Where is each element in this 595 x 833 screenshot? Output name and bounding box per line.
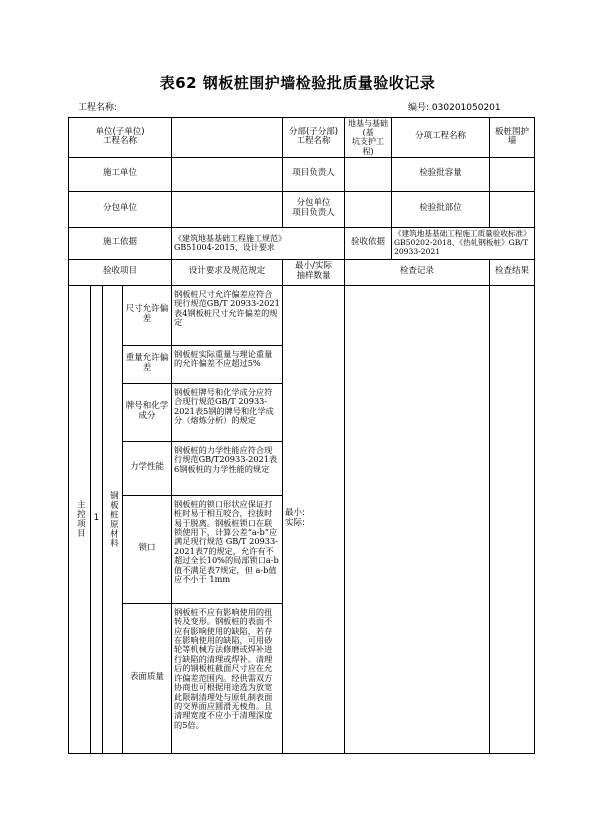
batch-capacity-label: 检验批容量 bbox=[392, 157, 490, 191]
item-name: 锁口 bbox=[123, 495, 172, 603]
col-record-header: 检查记录 bbox=[345, 259, 490, 285]
main-control-group bbox=[69, 285, 91, 753]
item-requirement: 钢板桩牌号和化学成分应符合现行规范GB/T 20933-2021表5钢的牌号和化学成分（熔炼分析）的规定 bbox=[172, 383, 283, 441]
division-name-value: 地基与基础(基 坑支护工程) bbox=[345, 118, 392, 158]
main-control-label: 主控项目 bbox=[75, 500, 86, 539]
subitem-name-label: 分项工程名称 bbox=[392, 118, 490, 158]
col-requirement-header: 设计要求及规范规定 bbox=[172, 259, 283, 285]
sub-project-manager-label: 分包单位 项目负责人 bbox=[283, 191, 345, 227]
acceptance-table bbox=[68, 117, 535, 754]
division-name-label: 分部(子分部) 工程名称 bbox=[283, 118, 345, 158]
material-group bbox=[103, 285, 123, 753]
subcontractor-value[interactable] bbox=[172, 191, 283, 227]
acceptance-basis-value: 《建筑地基基础工程施工质量验收标准》GB50202-2018、《热轧钢板桩》GB/T 20933-2021 bbox=[392, 227, 535, 259]
batch-part-label: 检验批部位 bbox=[392, 191, 490, 227]
contractor-label: 施工单位 bbox=[69, 157, 172, 191]
sample-count: 最小: 实际: bbox=[283, 285, 345, 753]
col-result-header: 检查结果 bbox=[490, 259, 535, 285]
unit-name-value[interactable] bbox=[172, 118, 283, 158]
item-requirement: 钢板桩实际重量与理论重量的允许偏差不应超过5% bbox=[172, 345, 283, 383]
project-name-label: 工程名称: bbox=[78, 103, 118, 113]
subcontractor-label: 分包单位 bbox=[69, 191, 172, 227]
item-name: 尺寸允许偏差 bbox=[123, 285, 172, 345]
item-index: 1 bbox=[91, 285, 103, 753]
item-name: 力学性能 bbox=[123, 441, 172, 495]
acceptance-basis-label: 验收依据 bbox=[345, 227, 392, 259]
item-requirement: 钢板桩的力学性能应符合现行规范GB/T20933-2021表6钢板桩的力学性能的规定 bbox=[172, 441, 283, 495]
item-requirement: 钢板桩尺寸允许偏差应符合现行规范GB/T 20933-2021表4钢板桩尺寸允许偏差的规定 bbox=[172, 285, 283, 345]
serial-number bbox=[408, 100, 501, 113]
project-manager-value[interactable] bbox=[345, 157, 392, 191]
subitem-name-value: 板桩围护墙 bbox=[490, 118, 535, 158]
serial-label: 编号: bbox=[408, 103, 430, 113]
check-record-cell[interactable] bbox=[345, 285, 490, 753]
serial-value: 030201050201 bbox=[431, 103, 501, 113]
item-requirement: 钢板桩的锁口形状应保证打桩时易于相互咬合，拉拔时易于脱离。钢板桩锁口在联锁使用下，计算公差“a-b”应满足现行规范 GB/T 20933-2021表7的规定，允许有不超过全长10%的局部锁口a-b值不满足表7规定，但 a-b值应不小于 1mm bbox=[172, 495, 283, 603]
check-result-cell[interactable] bbox=[490, 285, 535, 753]
item-name: 牌号和化学成分 bbox=[123, 383, 172, 441]
col-item-header: 验收项目 bbox=[69, 259, 172, 285]
contractor-value[interactable] bbox=[172, 157, 283, 191]
project-manager-label: 项目负责人 bbox=[283, 157, 345, 191]
sub-project-manager-value[interactable] bbox=[345, 191, 392, 227]
batch-capacity-value[interactable] bbox=[490, 157, 535, 191]
unit-name-label: 单位(子单位) 工程名称 bbox=[69, 118, 172, 158]
material-label: 钢板桩原材料 bbox=[108, 490, 119, 548]
batch-part-value[interactable] bbox=[490, 191, 535, 227]
construction-basis-value: 《建筑地基基础工程施工规范》 GB51004-2015、设计要求 bbox=[172, 227, 345, 259]
item-name: 表面质量 bbox=[123, 603, 172, 753]
page-title: 表62 钢板桩围护墙检验批质量验收记录 bbox=[159, 74, 436, 92]
item-requirement: 钢板桩不应有影响使用的扭转及变形。钢板桩的表面不应有影响使用的缺陷，若存在影响使用的缺陷，可用砂轮等机械方法修磨或焊补进行缺陷的清理或焊补。清理后的钢板桩截面尺寸应在允许偏差范围内。经供需双方协商也可根据用途选为放宽此限制清理处与原轧制表面的交界面应圆滑无棱角。且清理宽度不应小于清理深度的5倍。 bbox=[172, 603, 283, 753]
col-sample-header: 最小/实际 抽样数量 bbox=[283, 259, 345, 285]
item-name: 重量允许偏差 bbox=[123, 345, 172, 383]
construction-basis-label: 施工依据 bbox=[69, 227, 172, 259]
